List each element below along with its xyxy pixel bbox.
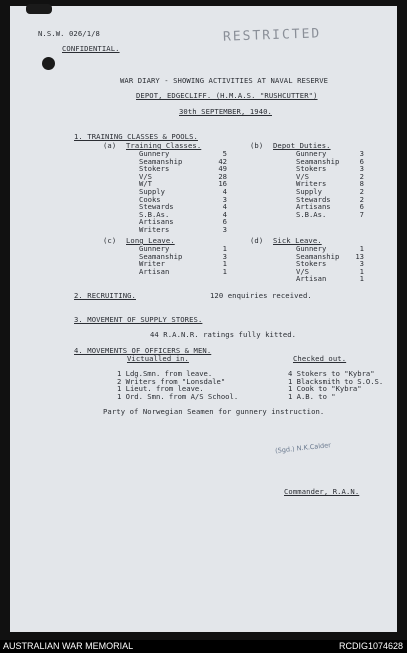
document-page [10, 6, 397, 632]
training-name: V/S [139, 171, 152, 181]
long-leave-count: 3 [222, 251, 227, 261]
sick-leave-name: Seamanship [296, 251, 340, 261]
sick-leave-row [296, 275, 364, 283]
checked-out-list [288, 370, 383, 400]
training-name: S.B.As. [139, 209, 170, 219]
depot-count: 8 [359, 179, 364, 189]
punch-hole-top [26, 4, 52, 14]
victualled-in-list [117, 370, 238, 400]
victualled-in-item: 2 Writers from "Lonsdale" [117, 376, 226, 386]
checked-out-item: 1 A.B. to " [288, 391, 336, 401]
long-leave-title: Long Leave. [126, 236, 175, 245]
training-list [139, 150, 227, 234]
title-line-2: DEPOT, EDGECLIFF. (H.M.A.S. "RUSHCUTTER") [136, 91, 318, 100]
training-name: Supply [139, 186, 165, 196]
training-count: 3 [222, 194, 227, 204]
depot-name: Writers [296, 179, 327, 189]
sick-leave-count: 3 [359, 259, 364, 269]
victualled-in-item: 1 Ldg.Smn. from leave. [117, 369, 213, 378]
sick-leave-title: Sick Leave. [273, 236, 322, 245]
training-title: Training Classes. [126, 141, 202, 150]
signature-title: Commander, R.A.N. [284, 487, 360, 496]
long-leave-label: (c) [103, 236, 117, 245]
depot-list [296, 150, 364, 218]
depot-name: S.B.As. [296, 209, 327, 219]
training-count: 5 [222, 149, 227, 158]
training-count: 28 [218, 171, 227, 181]
depot-count: 3 [359, 164, 364, 174]
depot-name: Stewards [296, 194, 331, 204]
training-row [139, 226, 227, 234]
long-leave-row [139, 268, 227, 276]
training-name: Gunnery [139, 149, 170, 158]
training-name: Cooks [139, 194, 161, 204]
sick-leave-name: V/S [296, 266, 309, 276]
checked-out-item: 1 Cook to "Kybra" [288, 384, 362, 394]
training-row [139, 165, 227, 173]
title-line-1: WAR DIARY - SHOWING ACTIVITIES AT NAVAL RESERVE [120, 76, 329, 85]
depot-count: 2 [359, 194, 364, 204]
depot-count: 7 [359, 209, 364, 219]
training-count: 16 [218, 179, 227, 189]
long-leave-name: Artisan [139, 266, 170, 276]
depot-count: 2 [359, 186, 364, 196]
depot-name: Gunnery [296, 149, 327, 158]
sick-leave-count: 1 [359, 274, 364, 284]
long-leave-count: 1 [222, 266, 227, 276]
long-leave-list [139, 245, 227, 275]
punch-hole [42, 57, 55, 70]
depot-title: Depot Duties. [273, 141, 331, 150]
training-name: Seamanship [139, 156, 183, 166]
training-name: Writers [139, 224, 170, 234]
training-count: 4 [222, 209, 227, 219]
section-1-heading: 1. TRAINING CLASSES & POOLS. [74, 132, 198, 141]
victualled-in-heading: Victualled in. [127, 354, 189, 363]
depot-count: 6 [359, 156, 364, 166]
restricted-stamp: RESTRICTED [222, 26, 322, 45]
depot-name: Artisans [296, 202, 331, 212]
footer-right: RCDIG1074628 [338, 641, 403, 651]
depot-count: 6 [359, 202, 364, 212]
long-leave-name: Gunnery [139, 244, 170, 253]
recruiting-text: 120 enquiries received. [210, 291, 312, 300]
sick-leave-name: Gunnery [296, 244, 327, 253]
training-count: 42 [218, 156, 227, 166]
training-count: 4 [222, 202, 227, 212]
training-name: Artisans [139, 217, 174, 227]
sick-leave-name: Stokers [296, 259, 327, 269]
victualled-in-item: 1 Lieut. from leave. [117, 384, 204, 394]
section-4-heading: 4. MOVEMENTS OF OFFICERS & MEN. [74, 346, 212, 355]
training-row [139, 173, 227, 181]
depot-row [296, 211, 364, 219]
depot-name: V/S [296, 171, 309, 181]
checked-out-item: 1 Blacksmith to S.O.S. [288, 376, 384, 386]
depot-name: Supply [296, 186, 322, 196]
section-2-heading: 2. RECRUITING. [74, 291, 136, 300]
long-leave-name: Writer [139, 259, 165, 269]
checked-out-heading: Checked out. [293, 354, 347, 363]
depot-name: Stokers [296, 164, 327, 174]
sick-leave-count: 13 [355, 251, 364, 261]
victualled-in-item: 1 Ord. Smn. from A/S School. [117, 391, 239, 401]
sick-leave-label: (d) [250, 236, 264, 245]
section-3-heading: 3. MOVEMENT OF SUPPLY STORES. [74, 315, 203, 324]
movement-note: Party of Norwegian Seamen for gunnery instruction. [103, 407, 325, 416]
footer-left: AUSTRALIAN WAR MEMORIAL [3, 641, 134, 651]
signature: (Sgd.) N.K.Calder [274, 441, 332, 455]
training-name: W/T [139, 179, 152, 189]
training-name: Stokers [139, 164, 170, 174]
title-date: 30th SEPTEMBER, 1940. [179, 107, 272, 116]
sick-leave-list [296, 245, 364, 283]
long-leave-count: 1 [222, 244, 227, 253]
checked-out-item: 4 Stokers to "Kybra" [288, 369, 375, 378]
confidential-label: CONFIDENTIAL. [62, 44, 120, 53]
training-count: 3 [222, 224, 227, 234]
supply-stores-text: 44 R.A.N.R. ratings fully kitted. [150, 330, 297, 339]
training-count: 4 [222, 186, 227, 196]
sick-leave-count: 1 [359, 244, 364, 253]
sick-leave-name: Artisan [296, 274, 327, 284]
training-count: 6 [222, 217, 227, 227]
training-name: Stewards [139, 202, 174, 212]
long-leave-count: 1 [222, 259, 227, 269]
file-reference: N.S.W. 026/1/8 [38, 29, 100, 38]
long-leave-name: Seamanship [139, 251, 183, 261]
depot-count: 3 [359, 149, 364, 158]
depot-name: Seamanship [296, 156, 340, 166]
training-label: (a) [103, 141, 117, 150]
training-count: 49 [218, 164, 227, 174]
depot-label: (b) [250, 141, 264, 150]
footer-bar [0, 640, 407, 653]
depot-count: 2 [359, 171, 364, 181]
sick-leave-count: 1 [359, 266, 364, 276]
